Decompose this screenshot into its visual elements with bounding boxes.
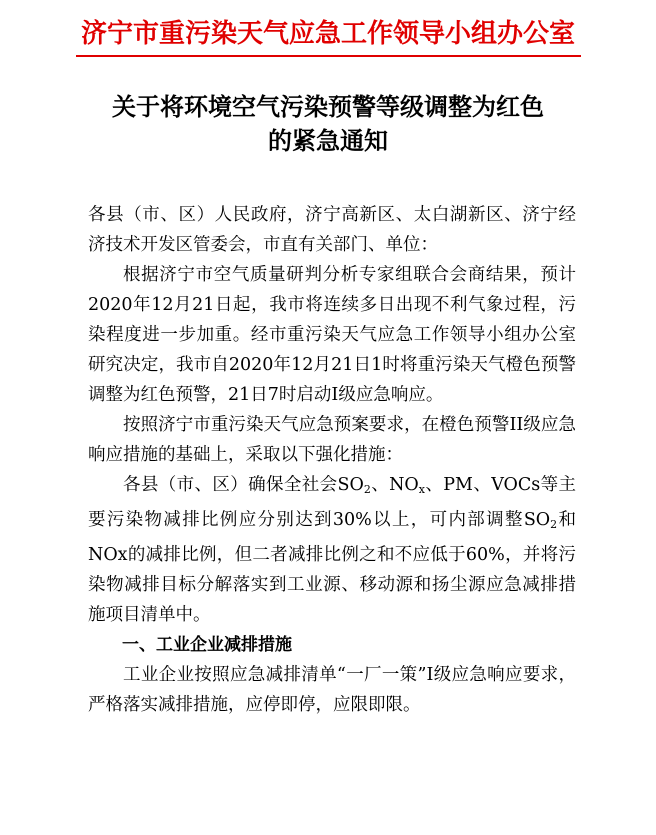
document-title-line2: 的紧急通知 bbox=[268, 126, 388, 155]
addressee-paragraph: 各县（市、区）人民政府，济宁高新区、太白湖新区、济宁经济技术开发区管委会，市直有关部门、单位： bbox=[88, 205, 576, 255]
document-title bbox=[0, 90, 656, 158]
red-divider-line bbox=[76, 55, 581, 57]
so2-subscript-2: 2 bbox=[550, 518, 558, 531]
paragraph-reduction-targets bbox=[88, 470, 576, 630]
paragraph-measures-intro: 按照济宁市重污染天气应急预案要求，在橙色预警II级应急响应措施的基础上，采取以下强化措施： bbox=[88, 415, 576, 465]
reduction-text-b: 、NO bbox=[370, 475, 419, 495]
nox-subscript: x bbox=[418, 483, 425, 496]
paragraph-industrial-measures: 工业企业按照应急减排清单“一厂一策”I级应急响应要求，严格落实减排措施，应停即停，应限即限。 bbox=[88, 665, 576, 715]
paragraph-forecast: 根据济宁市空气质量研判分析专家组联合会商结果，预计2020年12月21日起，我市将连续多日出现不利气象过程，污染程度进一步加重。经市重污染天气应急工作领导小组办公室研究决定，我市自2020年12月21日1时将重污染天气橙色预警调整为红色预警，21日7时启动I级应急响应。 bbox=[88, 265, 576, 405]
document-title-line1: 关于将环境空气污染预警等级调整为红色 bbox=[112, 92, 544, 121]
document-body bbox=[88, 200, 576, 720]
reduction-text-a: 各县（市、区）确保全社会SO bbox=[123, 475, 364, 495]
section-heading-industrial: 一、工业企业减排措施 bbox=[122, 635, 292, 655]
reduction-text-c: 、PM、VOCs等主要污染物减排比例应分别达到30%以上，可内部调整SO bbox=[88, 475, 576, 530]
reduction-text-d: 和NOx的减排比例，但二者减排比例之和不应低于60%，并将污染物减排目标分解落实到工业源、移动源和扬尘源应急减排措施项目清单中。 bbox=[88, 510, 577, 625]
issuer-header: 济宁市重污染天气应急工作领导小组办公室 bbox=[80, 19, 575, 49]
so2-subscript: 2 bbox=[363, 483, 371, 496]
